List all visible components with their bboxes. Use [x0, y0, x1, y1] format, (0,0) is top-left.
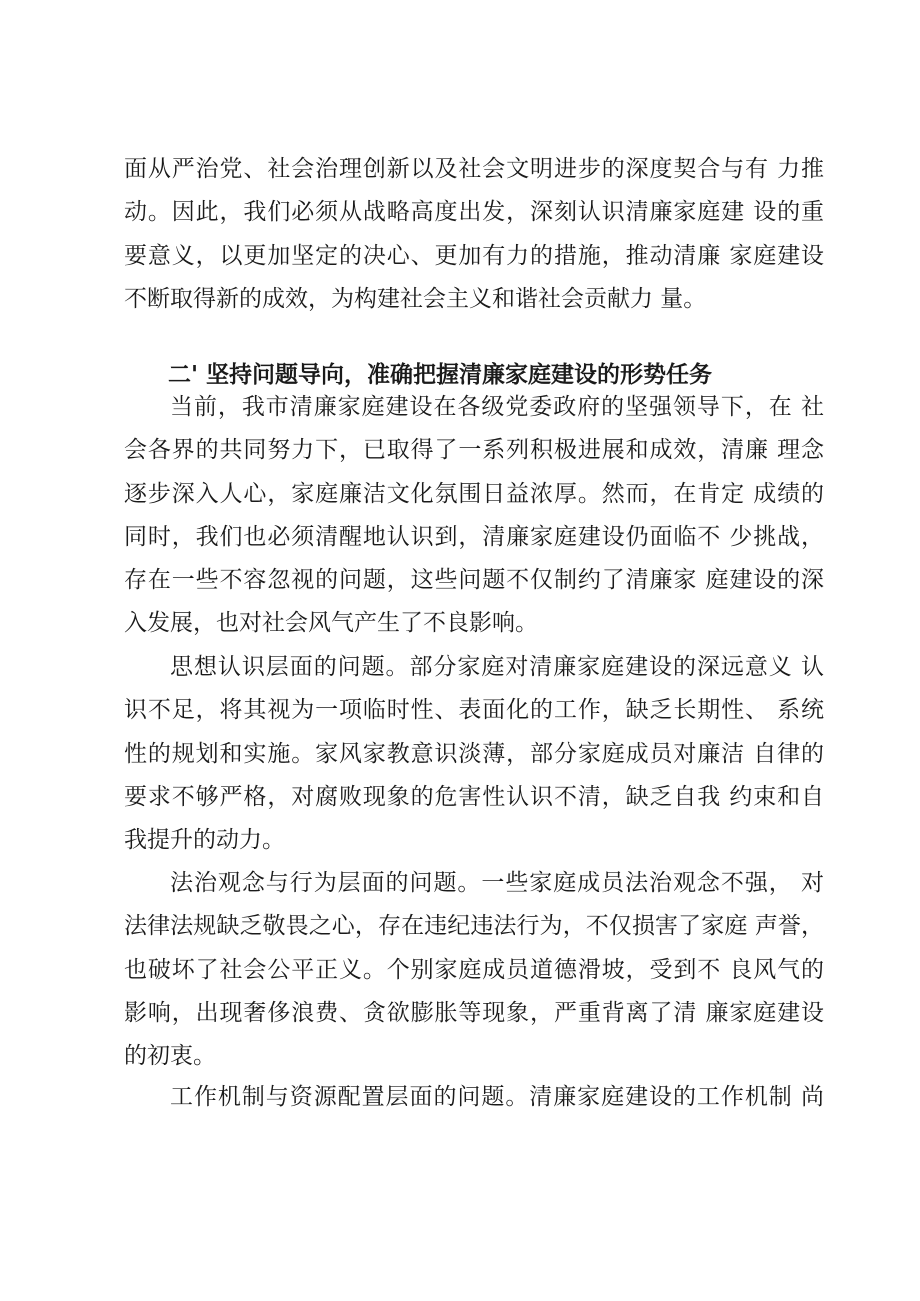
text-line: 要求不够严格，对腐败现象的危害性认识不清，缺乏自我 约束和自 [124, 783, 824, 810]
text-line: 当前，我市清廉家庭建设在各级党委政府的坚强领导下，在 社 [170, 394, 824, 420]
text-line: 工作机制与资源配置层面的问题。清廉家庭建设的工作机制 尚 [170, 1084, 824, 1110]
section-heading: 二' 坚持问题导向，准确把握清廉家庭建设的形势任务 [168, 362, 713, 388]
text-line: 也破坏了社会公平正义。个别家庭成员道德滑坡，受到不 良风气的 [124, 956, 824, 983]
text-line: 性的规划和实施。家风家教意识淡薄，部分家庭成员对廉洁 自律的 [124, 740, 824, 767]
text-line: 的初衷。 [124, 1043, 216, 1070]
text-line: 法治观念与行为层面的问题。一些家庭成员法治观念不强， 对 [170, 870, 824, 896]
text-line: 识不足，将其视为一项临时性、表面化的工作，缺乏长期性、 系统 [124, 697, 824, 724]
paragraph-1 [124, 148, 824, 321]
text-line: 我提升的动力。 [124, 827, 285, 854]
paragraph-3 [124, 646, 824, 862]
text-line: 法律法规缺乏敬畏之心，存在违纪违法行为，不仅损害了家庭 声誉， [124, 913, 824, 940]
text-line: 影响，出现奢侈浪费、贪欲膨胀等现象，严重背离了清 廉家庭建设 [124, 999, 824, 1026]
text-line: 不断取得新的成效，为构建社会主义和谐社会贡献力 量。 [124, 285, 707, 312]
text-line: 同时，我们也必须清醒地认识到，清廉家庭建设仍面临不 少挑战， [124, 523, 824, 550]
text-line: 逐步深入人心，家庭廉洁文化氛围日益浓厚。然而，在肯定 成绩的 [124, 480, 824, 507]
text-line: 要意义，以更加坚定的决心、更加有力的措施，推动清廉 家庭建设 [124, 242, 824, 269]
text-line: 会各界的共同努力下，已取得了一系列积极进展和成效，清廉 理念 [124, 437, 824, 464]
text-line: 思想认识层面的问题。部分家庭对清廉家庭建设的深远意义 认 [170, 654, 824, 680]
paragraph-2 [124, 386, 824, 646]
paragraph-5 [124, 1076, 824, 1119]
text-line: 入发展，也对社会风气产生了不良影响。 [124, 610, 538, 637]
text-line: 存在一些不容忽视的问题，这些问题不仅制约了清廉家 庭建设的深 [124, 567, 824, 594]
text-line: 动。因此，我们必须从战略高度出发，深刻认识清廉家庭建 设的重 [124, 199, 824, 226]
text-line: 面从严治党、社会治理创新以及社会文明进步的深度契合与有 力推 [124, 156, 824, 182]
paragraph-4 [124, 862, 824, 1078]
